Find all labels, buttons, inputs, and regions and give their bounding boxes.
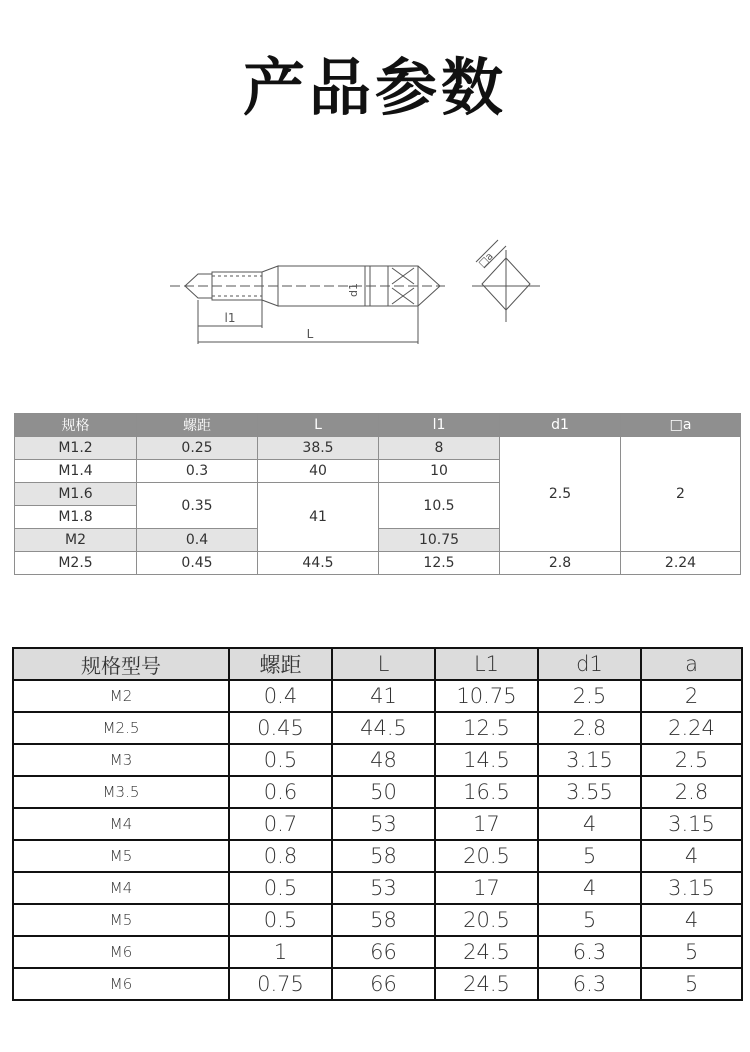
- cell: d1: [538, 648, 641, 680]
- screw-drawing: [0, 236, 750, 356]
- cell: 0.5: [229, 744, 332, 776]
- cell: 10: [379, 460, 500, 483]
- cell: 10.5: [379, 483, 500, 529]
- cell: 0.5: [229, 872, 332, 904]
- cell: 0.4: [137, 529, 258, 552]
- cell: 0.45: [229, 712, 332, 744]
- cell: 8: [379, 437, 500, 460]
- cell: 44.5: [258, 552, 379, 575]
- cell: 24.5: [435, 936, 538, 968]
- cell: 2: [641, 680, 742, 712]
- cell: 6.3: [538, 968, 641, 1000]
- cell: 2.8: [641, 776, 742, 808]
- cell: 2.24: [621, 552, 741, 575]
- cell: 5: [538, 840, 641, 872]
- cell: 1: [229, 936, 332, 968]
- cell: 44.5: [332, 712, 435, 744]
- cell: M2.5: [13, 712, 229, 744]
- cell: M1.4: [15, 460, 137, 483]
- cell: 3.15: [538, 744, 641, 776]
- cell: 20.5: [435, 840, 538, 872]
- header-pitch: 螺距: [137, 414, 258, 437]
- header-L: L: [258, 414, 379, 437]
- cell: 40: [258, 460, 379, 483]
- table-row: [13, 808, 742, 840]
- cell: 12.5: [379, 552, 500, 575]
- cell: 58: [332, 904, 435, 936]
- header-spec: 规格: [15, 414, 137, 437]
- table-row: [13, 904, 742, 936]
- cell: 2.24: [641, 712, 742, 744]
- cell: M1.6: [15, 483, 137, 506]
- cell: 5: [538, 904, 641, 936]
- cell: 38.5: [258, 437, 379, 460]
- table-row: [13, 872, 742, 904]
- header-l1: l1: [379, 414, 500, 437]
- cell: 41: [332, 680, 435, 712]
- cell: 4: [538, 872, 641, 904]
- cell: M4: [13, 872, 229, 904]
- table-header-row: [13, 648, 742, 680]
- cell: 10.75: [379, 529, 500, 552]
- cell: 0.8: [229, 840, 332, 872]
- table-row: [13, 712, 742, 744]
- diagram-label-d1: d1: [347, 283, 360, 297]
- cell: 2.8: [500, 552, 621, 575]
- spec-table-small: [14, 413, 741, 575]
- cell: 2.8: [538, 712, 641, 744]
- table-row: [13, 840, 742, 872]
- cell: 24.5: [435, 968, 538, 1000]
- cell: 0.4: [229, 680, 332, 712]
- cell: 66: [332, 936, 435, 968]
- cell: 3.15: [641, 872, 742, 904]
- cell: 41: [258, 483, 379, 552]
- cell: M1.8: [15, 506, 137, 529]
- cell: a: [641, 648, 742, 680]
- cell: M6: [13, 968, 229, 1000]
- cell: M3.5: [13, 776, 229, 808]
- cell: 0.6: [229, 776, 332, 808]
- cell: 20.5: [435, 904, 538, 936]
- table-row: [13, 776, 742, 808]
- cell: 2.5: [538, 680, 641, 712]
- table-row: [13, 936, 742, 968]
- cell: 66: [332, 968, 435, 1000]
- cell: 6.3: [538, 936, 641, 968]
- cell: 14.5: [435, 744, 538, 776]
- cell: 10.75: [435, 680, 538, 712]
- cell: M3: [13, 744, 229, 776]
- cell: 58: [332, 840, 435, 872]
- cell: 0.45: [137, 552, 258, 575]
- diagram-label-a: □a: [476, 250, 496, 270]
- cell: 0.25: [137, 437, 258, 460]
- cell-a-merged: 2: [621, 437, 741, 552]
- table-header-row: [15, 414, 741, 437]
- cell: M5: [13, 904, 229, 936]
- cell: M6: [13, 936, 229, 968]
- cell: 17: [435, 808, 538, 840]
- cell: 5: [641, 936, 742, 968]
- header-d1: d1: [500, 414, 621, 437]
- cell: 0.5: [229, 904, 332, 936]
- cell: M2: [13, 680, 229, 712]
- cell: 2.5: [641, 744, 742, 776]
- cell: 12.5: [435, 712, 538, 744]
- cell: 0.75: [229, 968, 332, 1000]
- cell: 50: [332, 776, 435, 808]
- cell: 53: [332, 808, 435, 840]
- cell: 16.5: [435, 776, 538, 808]
- cell: M5: [13, 840, 229, 872]
- page-title: 产品参数: [242, 51, 507, 124]
- table-row: [15, 552, 741, 575]
- cell: 5: [641, 968, 742, 1000]
- cell: 0.3: [137, 460, 258, 483]
- cell-d1-merged: 2.5: [500, 437, 621, 552]
- cell: M2: [15, 529, 137, 552]
- diagram-label-L: L: [306, 327, 314, 341]
- cell: M2.5: [15, 552, 137, 575]
- table-row: [13, 968, 742, 1000]
- table-row: [15, 437, 741, 460]
- diagram-label-l1: l1: [224, 311, 236, 325]
- cell: 0.35: [137, 483, 258, 529]
- cell: 4: [641, 840, 742, 872]
- cell: 53: [332, 872, 435, 904]
- cell: 规格型号: [13, 648, 229, 680]
- cell: 48: [332, 744, 435, 776]
- cell: 4: [538, 808, 641, 840]
- cell: 17: [435, 872, 538, 904]
- cell: 4: [641, 904, 742, 936]
- cell: L: [332, 648, 435, 680]
- header-a: □a: [621, 414, 741, 437]
- cell: L1: [435, 648, 538, 680]
- cell: M1.2: [15, 437, 137, 460]
- spec-table-large: [12, 647, 743, 1001]
- cell: 螺距: [229, 648, 332, 680]
- table-row: [13, 680, 742, 712]
- cell: M4: [13, 808, 229, 840]
- cell: 3.15: [641, 808, 742, 840]
- cell: 3.55: [538, 776, 641, 808]
- table-row: [13, 744, 742, 776]
- cell: 0.7: [229, 808, 332, 840]
